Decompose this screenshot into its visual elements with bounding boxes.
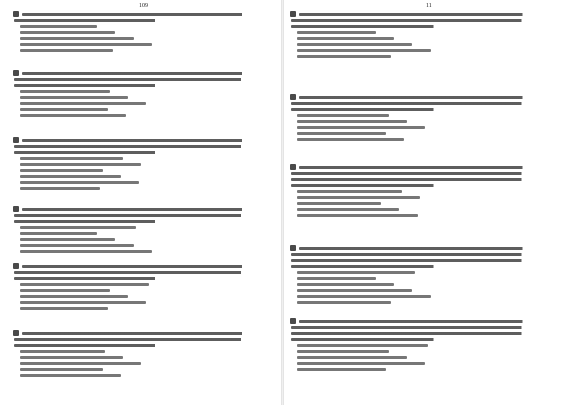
answer-option-line bbox=[20, 232, 97, 235]
question-stem-line bbox=[291, 25, 453, 28]
answer-option-line bbox=[297, 37, 394, 40]
answer-option-line bbox=[20, 362, 141, 365]
answer-option-line bbox=[297, 208, 399, 211]
question-block bbox=[291, 13, 553, 61]
answer-option-line bbox=[20, 114, 126, 117]
question-block bbox=[14, 139, 272, 193]
question-stem-line bbox=[291, 19, 553, 22]
answer-option-line bbox=[20, 289, 110, 292]
answer-option-line bbox=[297, 350, 389, 353]
answer-option-line bbox=[297, 31, 376, 34]
question-stem-line bbox=[22, 139, 272, 142]
answer-option-line bbox=[20, 350, 105, 353]
answer-option-line bbox=[297, 49, 431, 52]
answer-option-line bbox=[20, 238, 115, 241]
question-stem-line bbox=[291, 265, 453, 268]
answer-option-line bbox=[20, 356, 123, 359]
answer-option-line bbox=[20, 283, 149, 286]
question-block bbox=[14, 72, 272, 120]
question-block bbox=[291, 166, 553, 220]
answer-option-line bbox=[297, 43, 412, 46]
question-stem-line bbox=[14, 277, 174, 280]
answer-option-line bbox=[297, 368, 386, 371]
question-stem-line bbox=[22, 265, 272, 268]
answer-option-line bbox=[297, 55, 391, 58]
question-number bbox=[13, 263, 19, 269]
question-stem-line bbox=[14, 220, 174, 223]
question-number bbox=[13, 330, 19, 336]
answer-option-line bbox=[20, 244, 134, 247]
right-page-number: 11 bbox=[426, 3, 432, 9]
question-stem-line bbox=[14, 19, 174, 22]
question-number bbox=[13, 137, 19, 143]
question-stem-line bbox=[14, 344, 174, 347]
question-block bbox=[14, 332, 272, 380]
answer-option-line bbox=[297, 362, 425, 365]
question-block bbox=[14, 208, 272, 256]
answer-option-line bbox=[20, 49, 113, 52]
question-stem-line bbox=[291, 253, 553, 256]
answer-option-line bbox=[20, 90, 110, 93]
answer-option-line bbox=[297, 356, 407, 359]
answer-option-line bbox=[297, 138, 404, 141]
question-number bbox=[13, 11, 19, 17]
question-stem-line bbox=[14, 151, 174, 154]
question-block bbox=[14, 13, 272, 55]
question-stem-line bbox=[299, 13, 553, 16]
answer-option-line bbox=[297, 214, 418, 217]
answer-option-line bbox=[20, 163, 141, 166]
question-stem-line bbox=[291, 184, 453, 187]
answer-option-line bbox=[20, 187, 100, 190]
question-number bbox=[290, 318, 296, 324]
question-number bbox=[13, 70, 19, 76]
question-stem-line bbox=[291, 108, 453, 111]
question-stem-line bbox=[299, 247, 553, 250]
question-number bbox=[290, 245, 296, 251]
answer-option-line bbox=[297, 120, 407, 123]
question-stem-line bbox=[299, 166, 553, 169]
answer-option-line bbox=[297, 277, 376, 280]
answer-option-line bbox=[297, 289, 412, 292]
question-number bbox=[290, 164, 296, 170]
question-stem-line bbox=[14, 78, 272, 81]
answer-option-line bbox=[297, 202, 381, 205]
question-block bbox=[291, 96, 553, 144]
answer-option-line bbox=[20, 31, 115, 34]
question-stem-line bbox=[14, 214, 272, 217]
answer-option-line bbox=[297, 132, 386, 135]
question-stem-line bbox=[14, 338, 272, 341]
answer-option-line bbox=[297, 114, 389, 117]
answer-option-line bbox=[297, 344, 428, 347]
question-stem-line bbox=[291, 178, 553, 181]
answer-option-line bbox=[20, 368, 103, 371]
answer-option-line bbox=[297, 196, 420, 199]
question-number bbox=[290, 94, 296, 100]
left-page bbox=[0, 0, 283, 405]
question-block bbox=[291, 320, 553, 374]
question-stem-line bbox=[299, 96, 553, 99]
question-stem-line bbox=[14, 271, 272, 274]
answer-option-line bbox=[20, 157, 123, 160]
question-stem-line bbox=[291, 326, 553, 329]
answer-option-line bbox=[20, 37, 134, 40]
answer-option-line bbox=[20, 295, 128, 298]
question-stem-line bbox=[291, 172, 553, 175]
question-block bbox=[291, 247, 553, 307]
question-stem-line bbox=[22, 208, 272, 211]
answer-option-line bbox=[20, 301, 146, 304]
answer-option-line bbox=[20, 374, 121, 377]
answer-option-line bbox=[297, 126, 425, 129]
answer-option-line bbox=[297, 271, 415, 274]
question-number bbox=[290, 11, 296, 17]
answer-option-line bbox=[297, 283, 394, 286]
question-number bbox=[13, 206, 19, 212]
answer-option-line bbox=[20, 25, 97, 28]
question-stem-line bbox=[14, 84, 174, 87]
question-stem-line bbox=[291, 102, 553, 105]
left-page-number: 109 bbox=[139, 3, 148, 9]
answer-option-line bbox=[20, 43, 152, 46]
answer-option-line bbox=[297, 190, 402, 193]
question-stem-line bbox=[291, 332, 553, 335]
answer-option-line bbox=[20, 181, 139, 184]
answer-option-line bbox=[20, 175, 121, 178]
answer-option-line bbox=[20, 169, 103, 172]
right-page bbox=[283, 0, 566, 405]
answer-option-line bbox=[20, 102, 146, 105]
question-stem-line bbox=[22, 72, 272, 75]
answer-option-line bbox=[20, 96, 128, 99]
answer-option-line bbox=[20, 226, 136, 229]
answer-option-line bbox=[20, 307, 108, 310]
question-stem-line bbox=[291, 338, 453, 341]
answer-option-line bbox=[297, 295, 431, 298]
question-stem-line bbox=[299, 320, 553, 323]
question-stem-line bbox=[22, 13, 272, 16]
answer-option-line bbox=[20, 250, 152, 253]
question-block bbox=[14, 265, 272, 313]
answer-option-line bbox=[297, 301, 391, 304]
question-stem-line bbox=[291, 259, 553, 262]
answer-option-line bbox=[20, 108, 108, 111]
question-stem-line bbox=[14, 145, 272, 148]
question-stem-line bbox=[22, 332, 272, 335]
